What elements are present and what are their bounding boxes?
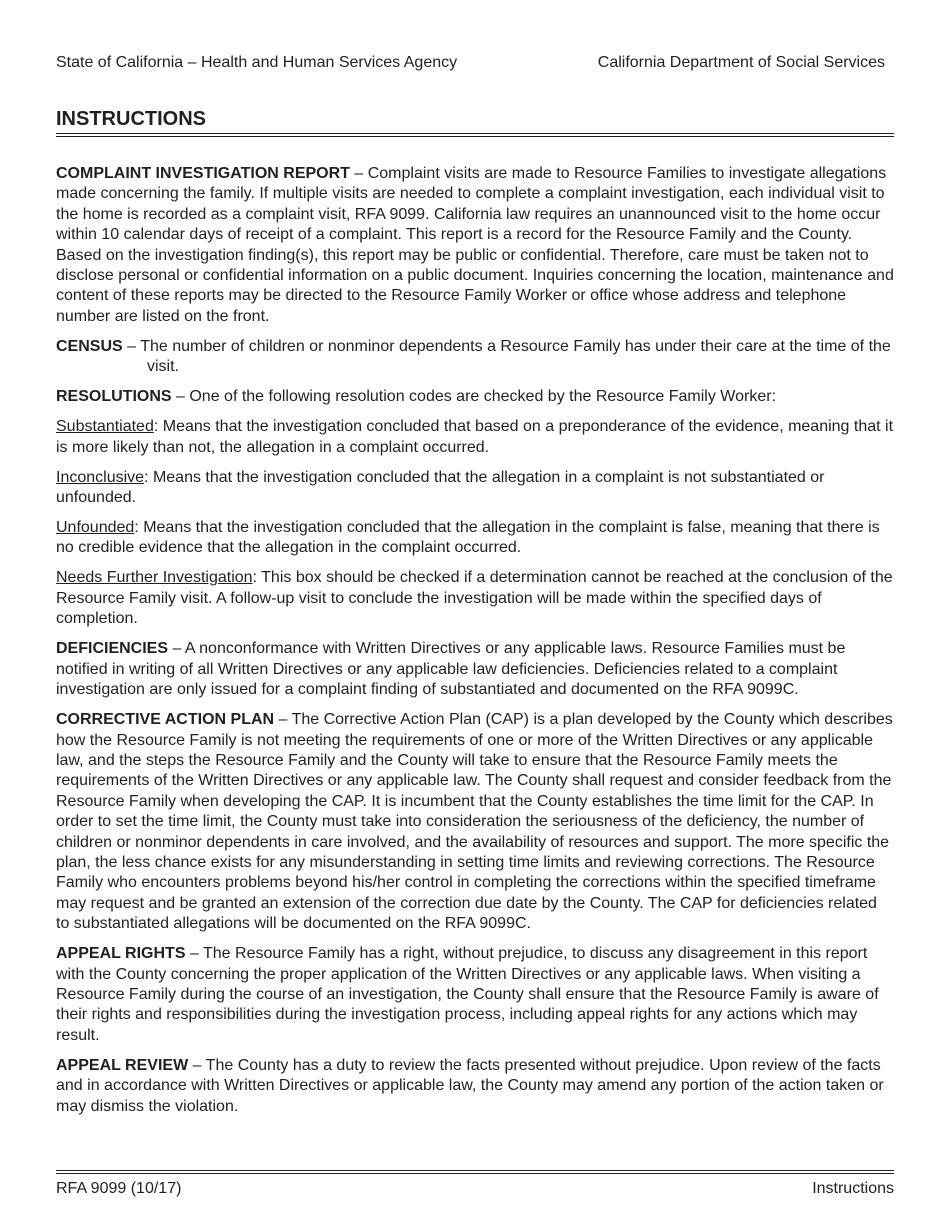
header-department: California Department of Social Services xyxy=(597,54,885,71)
header-agency: State of California – Health and Human Services Agency xyxy=(56,54,458,71)
desc-appeal-review: – The County has a duty to review the facts presented without prejudice. Upon review of the facts and in accordance with Written Directives or applicable law, the County may amend any portion of the action taken or may dismiss the violation. xyxy=(56,1056,884,1115)
section-resolutions xyxy=(56,387,894,407)
desc-inconclusive: : Means that the investigation concluded that the allegation in a complaint is not substantiated or unfounded. xyxy=(56,468,825,507)
desc-census: – The number of children or nonminor dependents a Resource Family has under their care at the time of the visit. xyxy=(122,337,891,376)
term-needs-further-investigation: Needs Further Investigation xyxy=(56,569,253,587)
title-divider xyxy=(56,133,894,137)
resolution-inconclusive xyxy=(56,468,894,509)
footer-label: Instructions xyxy=(812,1180,894,1197)
term-resolutions: RESOLUTIONS xyxy=(56,388,172,406)
desc-unfounded: : Means that the investigation concluded that the allegation in the complaint is false, meaning that there is no credible evidence that the allegation in the complaint occurred. xyxy=(56,519,880,557)
page-header xyxy=(56,53,885,72)
instructions-body xyxy=(56,164,894,1127)
desc-substantiated: : Means that the investigation concluded that based on a preponderance of the evidence, meaning that it is more likely than not, the allegation in a complaint occurred. xyxy=(56,418,894,456)
term-appeal-rights: APPEAL RIGHTS xyxy=(56,945,186,963)
desc-deficiencies: – A nonconformance with Written Directives or any applicable laws. Resource Families must be notified in writing of all Written Directives or any applicable law deficiencies. Deficiencies related to a complaint investigation are only issued for a complaint finding of substantiated and documented on the RFA 9099C. xyxy=(56,640,846,699)
page-title: INSTRUCTIONS xyxy=(56,108,206,130)
desc-appeal-rights: – The Resource Family has a right, without prejudice, to discuss any disagreement in this report with the County concerning the proper application of the Written Directives or any applicable laws. When visiting a Resource Family during the course of an investigation, the County shall ensure that the Resource Family is aware of their rights and responsibilities during the investigation process, including appeal rights for any actions which may result. xyxy=(56,945,879,1044)
section-corrective-action-plan xyxy=(56,710,894,934)
term-appeal-review: APPEAL REVIEW xyxy=(56,1056,189,1074)
section-census xyxy=(56,337,894,378)
section-appeal-review xyxy=(56,1056,894,1117)
term-complaint-investigation-report: COMPLAINT INVESTIGATION REPORT xyxy=(56,165,350,182)
term-unfounded: Unfounded xyxy=(56,519,135,537)
term-corrective-action-plan: CORRECTIVE ACTION PLAN xyxy=(56,711,275,729)
section-complaint-investigation-report xyxy=(56,164,894,327)
desc-needs-further-investigation: : This box should be checked if a determination cannot be reached at the conclusion of the Resource Family visit. A follow-up visit to conclude the investigation will be made within the specified days of completion. xyxy=(56,569,893,628)
footer-divider xyxy=(56,1170,894,1174)
term-inconclusive: Inconclusive xyxy=(56,468,145,486)
resolution-unfounded xyxy=(56,518,894,559)
page-footer xyxy=(56,1179,894,1198)
desc-corrective-action-plan: – The Corrective Action Plan (CAP) is a plan developed by the County which describes how the Resource Family is not meeting the requirements of one or more of the Written Directives or any applicable law, and the steps the Resource Family and the County will take to ensure that the Resource Family meets the requirements of the Written Directives or any applicable law. The County shall request and consider feedback from the Resource Family when developing the CAP. It is incumbent that the County establishes the time limit for the CAP. In order to set the time limit, the County must take into consideration the seriousness of the deficiency, the number of children or nonminor dependents in care involved, and the availability of resources and support. The more specific the plan, the less chance exists for any misunderstanding in setting time limits and reviewing corrections. The Resource Family who encounters problems beyond his/her control in completing the corrections within the specified timeframe may request and be granted an extension of the correction due date by the County. The CAP for deficiencies related to substantiated allegations will be documented on the RFA 9099C. xyxy=(56,711,893,933)
term-census: CENSUS xyxy=(56,337,123,355)
desc-resolutions: – One of the following resolution codes are checked by the Resource Family Worker: xyxy=(171,388,777,406)
footer-form-number: RFA 9099 (10/17) xyxy=(56,1180,182,1197)
section-deficiencies xyxy=(56,639,894,700)
resolution-substantiated xyxy=(56,417,894,458)
term-substantiated: Substantiated xyxy=(56,418,154,436)
term-deficiencies: DEFICIENCIES xyxy=(56,640,169,658)
section-appeal-rights xyxy=(56,944,894,1046)
desc-complaint-investigation-report: – Complaint visits are made to Resource Families to investigate allegations made concerning the family. If multiple visits are needed to complete a complaint investigation, each individual visit to the home is recorded as a complaint visit, RFA 9099. California law requires an unannounced visit to the home occur within 10 calendar days of receipt of a complaint. This report is a record for the Resource Family and the County. Based on the investigation finding(s), this report may be public or confidential. Therefore, care must be taken not to disclose personal or confidential information on a public document. Inquiries concerning the location, maintenance and content of these reports may be directed to the Resource Family Worker or office whose address and telephone number are listed on the front. xyxy=(56,165,894,325)
resolution-needs-further-investigation xyxy=(56,568,894,629)
